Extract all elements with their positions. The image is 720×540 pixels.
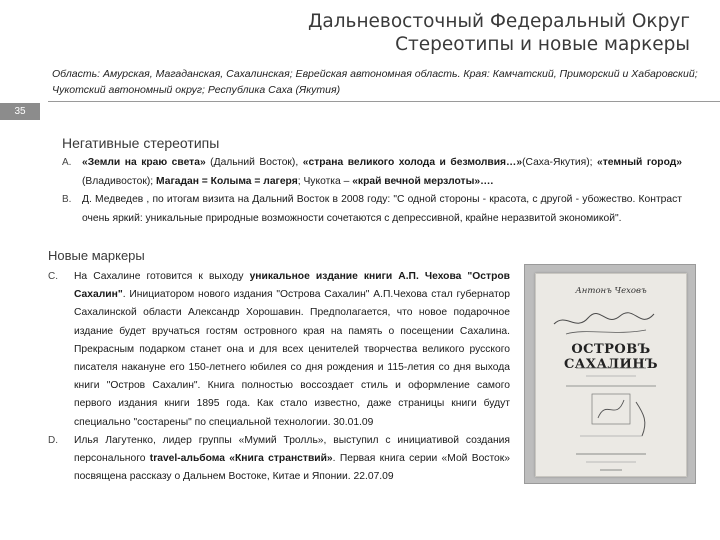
list-marker: C. — [48, 271, 58, 282]
list-item-text — [62, 154, 682, 191]
slide-number-badge: 35 — [0, 103, 40, 120]
list-item-text — [48, 432, 510, 487]
text-fragment: ; Чукотка – — [297, 175, 353, 187]
handwritten-signature — [536, 302, 686, 342]
book-author: Антонъ Чеховъ — [575, 286, 647, 296]
text-fragment: уникальное издание книги А.П. Чехова "Остров Сахалин" — [74, 271, 510, 301]
list-item — [62, 191, 682, 228]
list-item-text — [48, 268, 510, 432]
header-divider — [48, 101, 720, 102]
list-item — [48, 268, 510, 432]
book-title-page — [535, 273, 687, 477]
slide-title-line-1: Дальневосточный Федеральный Округ — [307, 11, 690, 32]
text-fragment: На Сахалине готовится к выходу — [74, 271, 250, 282]
list-marker: D. — [48, 434, 58, 446]
text-fragment: (Саха-Якутия); — [522, 157, 598, 168]
list-item — [62, 154, 682, 191]
list-item — [48, 432, 510, 487]
text-fragment: «страна великого холода и безмолвия…» — [302, 157, 523, 168]
text-fragment: «темный город» — [597, 157, 682, 168]
list-marker: B. — [62, 194, 72, 205]
slide-title — [308, 10, 690, 56]
text-fragment: «край вечной мерзлоты»…. — [352, 175, 494, 187]
text-fragment: Илья Лагутенко, лидер группы «Мумий Тролль», выступил с инициативой создания персонального — [74, 434, 510, 465]
text-fragment: . Первая книга серии «Мой Восток» посвящена рассказу о Дальнем Востоке, Китае и Японии. 22.07.09 — [74, 453, 511, 483]
text-fragment: «Земли на краю света» — [82, 157, 206, 168]
list-marker: A. — [62, 157, 72, 168]
negative-stereotypes-list — [62, 154, 682, 228]
book-cover-image — [524, 264, 696, 484]
regions-list: Область: Амурская, Магаданская, Сахалинская; Еврейская автономная область. Края: Камчатский, Приморский и Хабаровский; Чукотский автономный округ; Республика Саха (Якутия) — [52, 68, 698, 96]
negative-stereotypes-heading: Негативные стереотипы — [62, 135, 220, 151]
book-imprint-lines — [536, 362, 686, 482]
text-fragment: (Дальний Восток), — [205, 157, 303, 168]
text-fragment: Магадан = Колыма = лагеря — [156, 175, 298, 187]
list-item-text: Д. Медведев , по итогам визита на Дальний Восток в 2008 году: "С одной стороны - красота, с другой - убожество. Контраст очень яркий: уникальные природные возможности сочетаются с депрессивной, крайне неразвитой экономикой". — [82, 194, 682, 224]
text-fragment: (Владивосток); — [82, 175, 157, 187]
book-title: ОСТРОВЪ САХАЛИНЪ — [563, 342, 659, 372]
slide-title-line-2: Стереотипы и новые маркеры — [395, 34, 690, 55]
new-markers-heading: Новые маркеры — [48, 248, 145, 263]
text-fragment: . Инициатором нового издания "Острова Сахалин" А.П.Чехова стал губернатор Сахалинской области Александр Хорошавин. Предполагается, что новое подарочное издание будет вручаться гостям островного края на память о посещении Сахалина. Прекрасным подарком станет она и для всех ценителей творчества великого русского писателя накануне его 150-летнего юбилея со дня рождения и 115-летия со дня выхода книги "Остров Сахалин". Книга полностью воссоздает стиль и оформление самого первого издания книги 1895 года. Как стало известно, даже страницы книги будут специально "состарены" по специальной технологии. 30.01.09 — [74, 289, 510, 428]
new-markers-list — [48, 268, 510, 486]
text-fragment: travel-альбома «Книга странствий» — [149, 453, 333, 465]
